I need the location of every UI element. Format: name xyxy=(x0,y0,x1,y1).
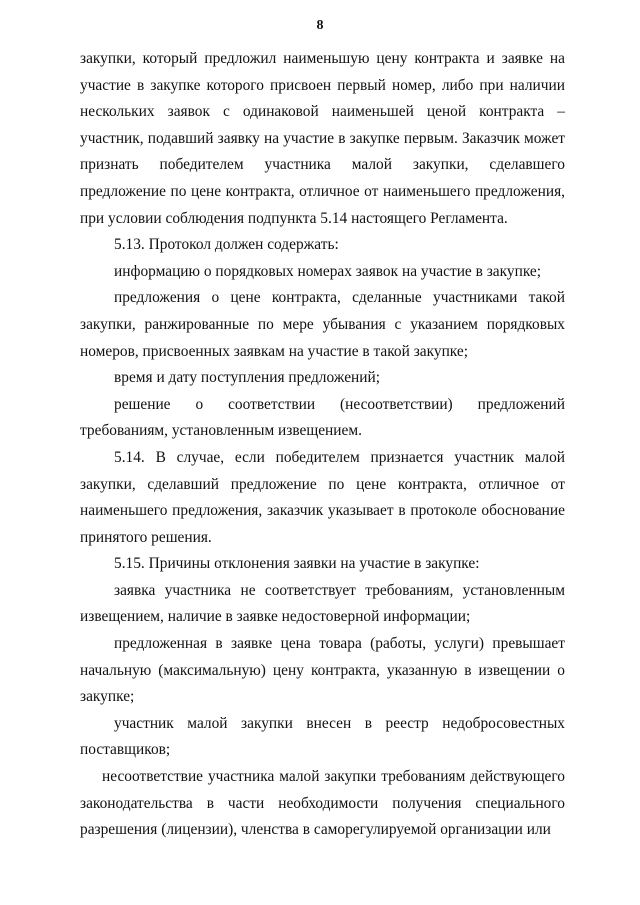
paragraph-5-15-item: заявка участника не соответствует требованиям, установленным извещением, наличие в заявке недостоверной информации; xyxy=(80,581,565,626)
paragraph-5-15-item: предложенная в заявке цена товара (работы, услуги) превышает начальную (максимальную) цену контракта, указанную в извещении о закупке; xyxy=(80,635,565,706)
paragraph-5-15-item: несоответствие участника малой закупки требованиям действующего законодательства в части необходимости получения специального разрешения (лицензии), членства в саморегулируемой организации или xyxy=(80,768,565,839)
paragraph-5-13-item: решение о соответствии (несоответствии) предложений требованиям, установленным извещением. xyxy=(80,395,565,440)
paragraph-clause-5-14: 5.14. В случае, если победителем признается участник малой закупки, сделавший предложение по цене контракта, отличное от наименьшего предложения, заказчик указывает в протоколе обоснование принятого решения. xyxy=(80,448,565,546)
document-body xyxy=(80,46,565,844)
paragraph-5-15-item: участник малой закупки внесен в реестр недобросовестных поставщиков; xyxy=(80,714,565,759)
paragraph-5-13-item: информацию о порядковых номерах заявок на участие в закупке; xyxy=(114,262,542,280)
paragraph-5-13-item: предложения о цене контракта, сделанные участниками такой закупки, ранжированные по мере убывания с указанием порядковых номеров, присвоенных заявкам на участие в такой закупке; xyxy=(80,289,565,360)
paragraph-clause-5-13: 5.13. Протокол должен содержать: xyxy=(114,236,339,254)
paragraph-5-13-item: время и дату поступления предложений; xyxy=(114,369,381,387)
page-number: 8 xyxy=(316,18,324,33)
paragraph-clause-5-15: 5.15. Причины отклонения заявки на участие в закупке: xyxy=(114,555,480,573)
paragraph-continuation: закупки, который предложил наименьшую цену контракта и заявке на участие в закупке которого присвоен первый номер, либо при наличии нескольких заявок с одинаковой наименьшей ценой контракта – участник, подавший заявку на участие в закупке первым. Заказчик может признать победителем участника малой закупки, сделавшего предложение по цене контракта, отличное от наименьшего предложения, при условии соблюдения подпункта 5.14 настоящего Регламента. xyxy=(80,50,565,227)
